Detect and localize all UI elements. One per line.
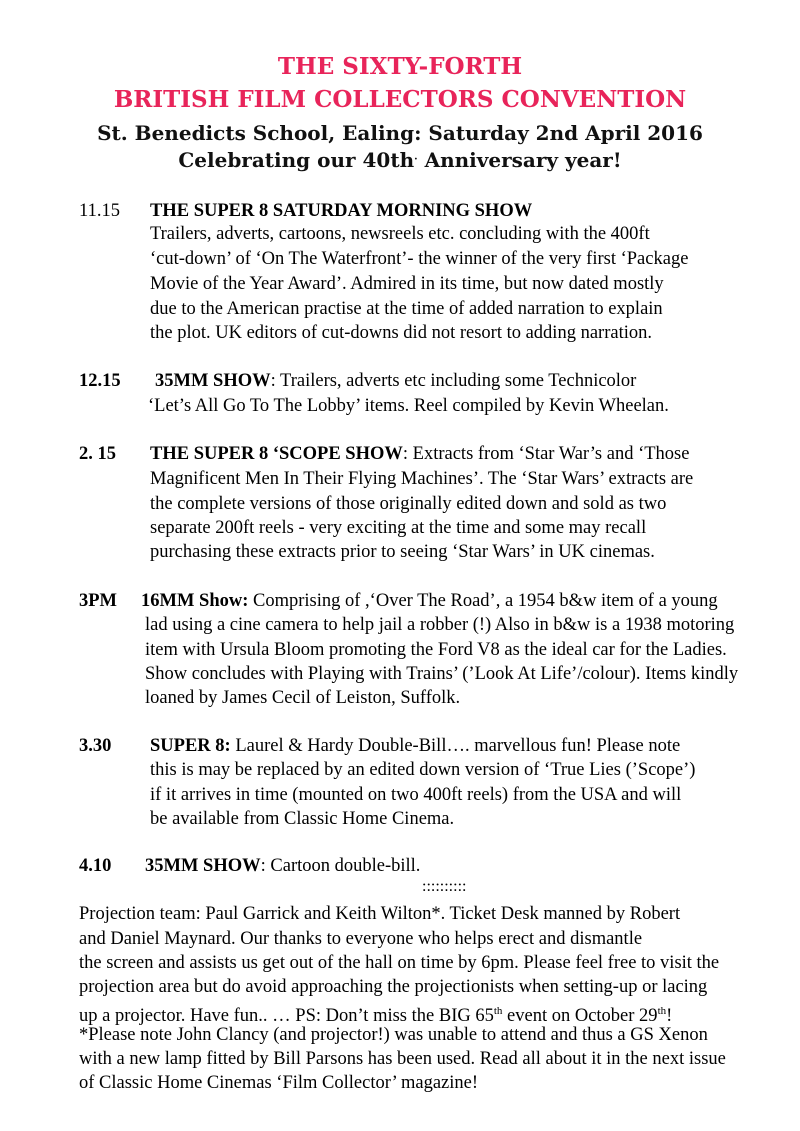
event-desc-line: due to the American practise at the time of added narration to explain xyxy=(150,299,663,319)
event-time: 2. 15 xyxy=(79,444,116,464)
event-time: 12.15 xyxy=(79,371,121,391)
anniversary-text-end: Anniversary year! xyxy=(417,148,622,172)
event-desc-line: ‘Let’s All Go To The Lobby’ items. Reel compiled by Kevin Wheelan. xyxy=(148,396,669,416)
event-title: THE SUPER 8 SATURDAY MORNING SHOW xyxy=(150,201,533,221)
venue-date-line: St. Benedicts School, Ealing: Saturday 2nd April 2016 xyxy=(97,121,703,145)
footer-line: Projection team: Paul Garrick and Keith Wilton*. Ticket Desk manned by Robert xyxy=(79,904,681,924)
ordinal-suffix: th xyxy=(493,1005,503,1017)
footer-text: up a projector. Have fun.. … PS: Don’t miss the BIG 65 xyxy=(79,1006,494,1027)
event-desc-line: the complete versions of those originally edited down and sold as two xyxy=(150,494,667,514)
event-title-rest: Comprising of ,‘Over The Road’, a 1954 b&w item of a young xyxy=(248,591,718,611)
ordinal-suffix: th xyxy=(657,1005,667,1017)
event-time: 4.10 xyxy=(79,856,112,876)
event-title: THE SUPER 8 ‘SCOPE SHOW xyxy=(150,444,403,464)
event-desc-line: Movie of the Year Award’. Admired in its time, but now dated mostly xyxy=(150,274,664,294)
event-time: 3PM xyxy=(79,591,118,611)
event-desc-line: be available from Classic Home Cinema. xyxy=(150,809,455,829)
separator: :::::::::: xyxy=(422,878,467,895)
event-desc-line: item with Ursula Bloom promoting the Ford V8 as the ideal car for the Ladies. xyxy=(145,640,727,660)
anniversary-mark: . xyxy=(414,151,418,163)
event-desc-line: separate 200ft reels - very exciting at the time and some may recall xyxy=(150,518,647,538)
event-desc-line: Magnificent Men In Their Flying Machines’. The ‘Star Wars’ extracts are xyxy=(150,469,694,489)
event-title: SUPER 8: xyxy=(150,736,231,756)
footer-text: event on October 29 xyxy=(502,1006,658,1027)
event-desc-line: if it arrives in time (mounted on two 400ft reels) from the USA and will xyxy=(150,785,682,805)
event-heading xyxy=(150,735,680,757)
event-heading xyxy=(145,855,420,877)
footer-line: of Classic Home Cinemas ‘Film Collector’ magazine! xyxy=(79,1073,479,1093)
event-title: 16MM Show: xyxy=(141,591,249,611)
footer-line: *Please note John Clancy (and projector!) was unable to attend and thus a GS Xenon xyxy=(79,1025,708,1045)
event-desc-line: ‘cut-down’ of ‘On The Waterfront’- the winner of the very first ‘Package xyxy=(150,249,689,269)
event-title-rest: Laurel & Hardy Double-Bill…. marvellous fun! Please note xyxy=(230,736,681,756)
event-title-rest: : Cartoon double-bill. xyxy=(260,856,421,876)
event-title: 35MM SHOW xyxy=(155,371,271,391)
event-time: 3.30 xyxy=(79,736,112,756)
footer-line: the screen and assists us get out of the hall on time by 6pm. Please feel free to visit the xyxy=(79,953,720,973)
event-title-rest: : Extracts from ‘Star War’s and ‘Those xyxy=(402,444,690,464)
event-heading xyxy=(150,443,689,465)
event-heading xyxy=(141,590,718,612)
event-title-rest: : Trailers, adverts etc including some Technicolor xyxy=(270,371,637,391)
footer-line: projection area but do avoid approaching the projectionists when setting-up or lacing xyxy=(79,977,708,997)
heading-line-1: THE SIXTY-FORTH xyxy=(277,53,523,80)
footer-text: ! xyxy=(666,1006,673,1027)
footer-line: with a new lamp fitted by Bill Parsons has been used. Read all about it in the next issue xyxy=(79,1049,726,1069)
anniversary-line xyxy=(0,148,800,172)
event-desc-line: Trailers, adverts, cartoons, newsreels etc. concluding with the 400ft xyxy=(150,224,650,244)
event-desc-line: loaned by James Cecil of Leiston, Suffolk. xyxy=(145,688,461,708)
event-desc-line: Show concludes with Playing with Trains’ (’Look At Life’/colour). Items kindly xyxy=(145,664,739,684)
heading-line-2: BRITISH FILM COLLECTORS CONVENTION xyxy=(113,86,687,113)
event-time: 11.15 xyxy=(79,201,120,221)
event-heading xyxy=(155,370,636,392)
event-desc-line: the plot. UK editors of cut-downs did not resort to adding narration. xyxy=(150,323,652,343)
event-desc-line: lad using a cine camera to help jail a robber (!) Also in b&w is a 1938 motoring xyxy=(145,615,735,635)
event-title: 35MM SHOW xyxy=(145,856,261,876)
anniversary-text-start: Celebrating our 40th xyxy=(178,148,415,172)
event-desc-line: this is may be replaced by an edited down version of ‘True Lies (’Scope’) xyxy=(150,760,696,780)
footer-line: and Daniel Maynard. Our thanks to everyone who helps erect and dismantle xyxy=(79,929,643,949)
event-desc-line: purchasing these extracts prior to seeing ‘Star Wars’ in UK cinemas. xyxy=(150,542,655,562)
